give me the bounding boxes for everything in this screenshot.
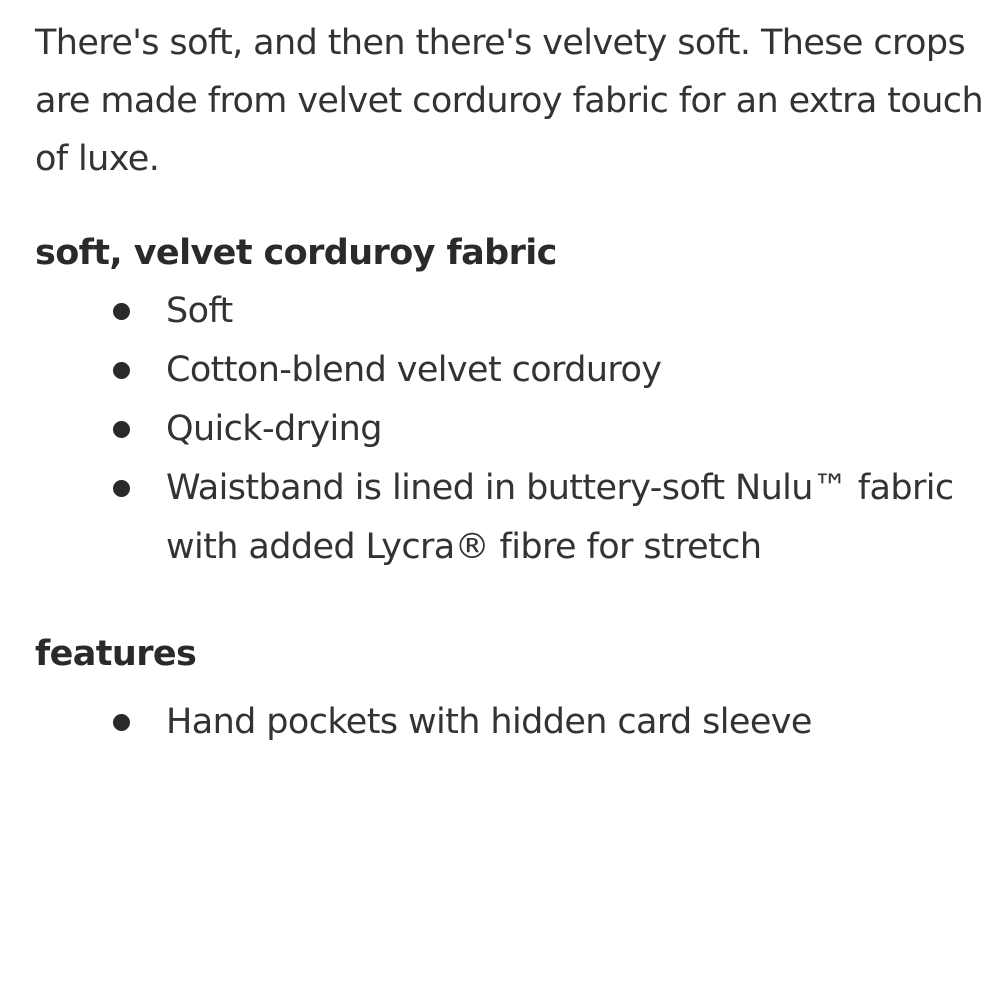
list-item-text: Quick-drying — [166, 409, 382, 449]
list-item-text: Waistband is lined in buttery-soft Nulu™ fabric with added Lycra® fibre for stretch — [166, 468, 954, 567]
list-item — [35, 341, 985, 400]
product-details-content — [35, 14, 985, 752]
product-description: There's soft, and then there's velvety soft. These crops are made from velvet corduroy fabric for an extra touch of luxe. — [35, 23, 984, 179]
list-item — [35, 459, 985, 577]
bullet-icon — [113, 480, 130, 497]
list-item-text: Soft — [166, 291, 233, 331]
bullet-icon — [113, 714, 130, 731]
bullet-icon — [113, 362, 130, 379]
list-item — [35, 282, 985, 341]
features-section-heading: features — [35, 634, 197, 674]
list-item-text: Cotton-blend velvet corduroy — [166, 350, 662, 390]
product-features-list — [35, 693, 985, 752]
fabric-features-list — [35, 282, 985, 577]
list-item — [35, 693, 985, 752]
bullet-icon — [113, 303, 130, 320]
list-item-text: Hand pockets with hidden card sleeve — [166, 702, 812, 742]
list-item — [35, 400, 985, 459]
bullet-icon — [113, 421, 130, 438]
fabric-section-heading: soft, velvet corduroy fabric — [35, 233, 557, 273]
